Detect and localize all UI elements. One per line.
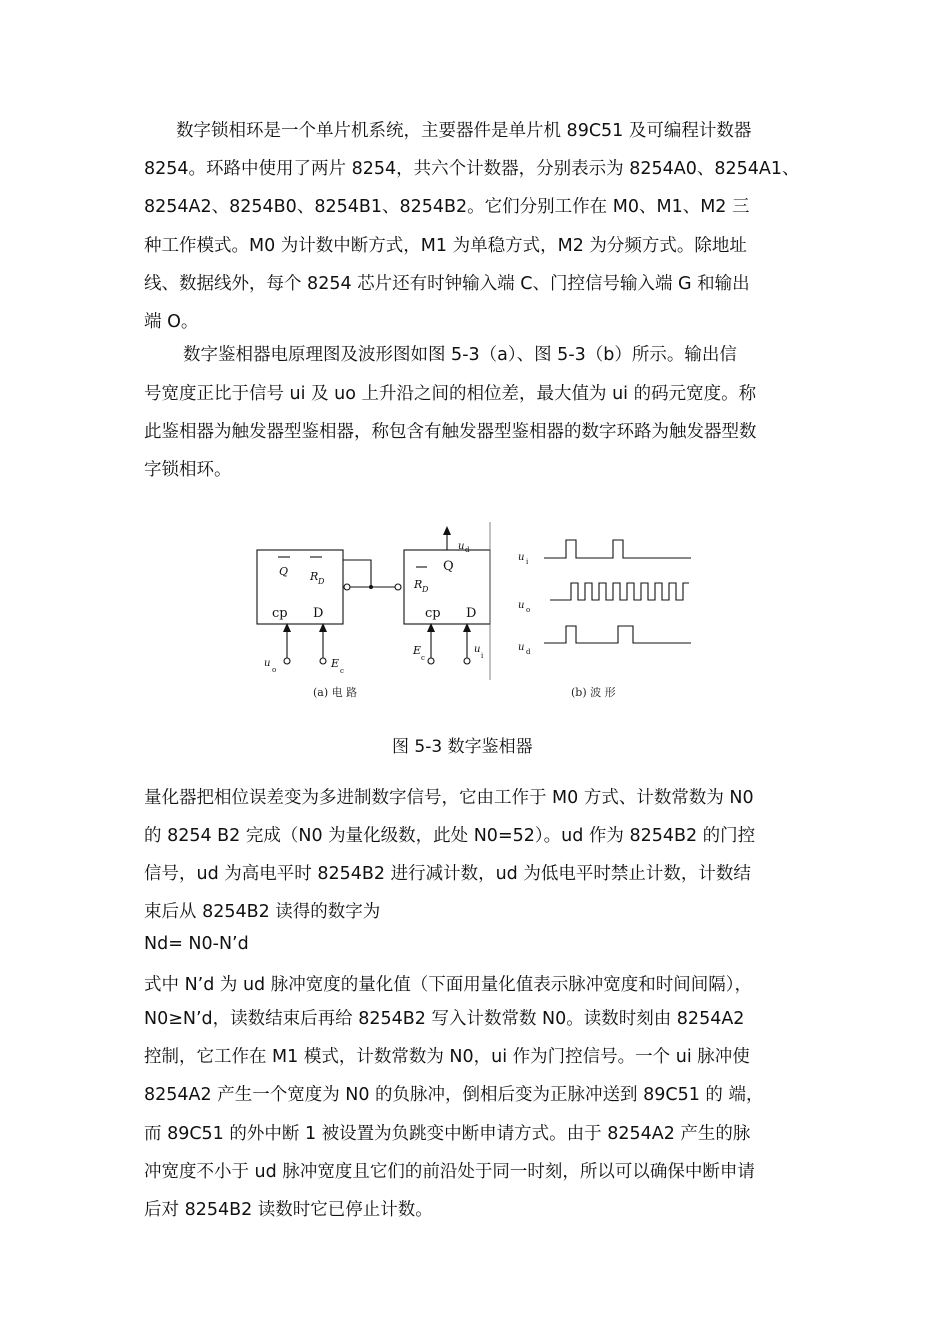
caption-b: (b) 波 形 [571, 686, 616, 699]
text-line: 数字鉴相器电原理图及波形图如图 5-3（a）、图 5-3（b）所示。输出信 [183, 345, 737, 365]
wave-label-ui-sub: i [526, 558, 529, 566]
text-line: 此鉴相器为触发器型鉴相器，称包含有触发器型鉴相器的数字环路为触发器型数 [144, 422, 757, 442]
right-ff-cp: cp [425, 606, 441, 621]
wave-label-uo: u [518, 600, 525, 611]
input-ec2-sub: c [421, 654, 425, 662]
waveform-uo [550, 583, 689, 600]
output-arrow [443, 526, 451, 535]
junction-dot [369, 585, 373, 589]
input-uo: u [264, 658, 271, 669]
input-uo-sub: o [272, 666, 277, 674]
output-ud-sub: d [465, 546, 470, 554]
text-line: 量化器把相位误差变为多进制数字信号，它由工作于 M0 方式、计数常数为 N0 [144, 788, 754, 808]
wave-label-uo-sub: o [526, 606, 531, 614]
inversion-bubble [395, 584, 401, 590]
right-ff-rd: R [414, 578, 423, 591]
text-line: 后对 8254B2 读数时它已停止计数。 [144, 1200, 433, 1220]
right-ff-d: D [466, 606, 477, 621]
text-line: 控制，它工作在 M1 模式，计数常数为 N0，ui 作为门控信号。一个 ui 脉冲使 [144, 1047, 750, 1067]
text-line: 线、数据线外，每个 8254 芯片还有时钟输入端 C、门控信号输入端 G 和输出 [144, 274, 750, 294]
left-flip-flop [257, 550, 343, 624]
output-ud: u [458, 541, 465, 552]
text-line: 号宽度正比于信号 ui 及 uo 上升沿之间的相位差，最大值为 ui 的码元宽度。称 [144, 384, 757, 404]
left-ff-cp: cp [272, 606, 288, 621]
input-ui: u [474, 644, 481, 655]
input-ec-sub: c [340, 667, 344, 675]
formula: Nd= N0-N’d [144, 934, 249, 954]
text-line: 数字锁相环是一个单片机系统，主要器件是单片机 89C51 及可编程计数器 [176, 121, 752, 141]
text-line: 种工作模式。M0 为计数中断方式，M1 为单稳方式，M2 为分频方式。除地址 [144, 236, 747, 256]
wave-label-ud: u [518, 642, 525, 653]
text-line: 8254。环路中使用了两片 8254，共六个计数器，分别表示为 8254A0、8254A1、 [144, 159, 800, 179]
waveform-ud [544, 626, 691, 643]
caption-a: (a) 电 路 [313, 686, 358, 699]
left-ff-qbar: Q [279, 565, 289, 578]
text-line: 8254A2 产生一个宽度为 N0 的负脉冲，倒相后变为正脉冲送到 89C51 的 端， [144, 1085, 764, 1105]
text-line: 而 89C51 的外中断 1 被设置为负跳变中断申请方式。由于 8254A2 产生的脉 [144, 1124, 751, 1144]
left-ff-rd-sub: D [318, 577, 325, 586]
text-line: 字锁相环。 [144, 460, 232, 480]
wave-label-ud-sub: d [526, 648, 531, 656]
text-line: 信号，ud 为高电平时 8254B2 进行减计数，ud 为低电平时禁止计数，计数结 [144, 864, 751, 884]
text-line: 端 O。 [144, 312, 199, 332]
input-ec2: E [413, 644, 422, 657]
text-line: 冲宽度不小于 ud 脉冲宽度且它们的前沿处于同一时刻，所以可以确保中断申请 [144, 1162, 755, 1182]
wave-label-ui: u [518, 552, 525, 563]
text-line: N0≥N’d，读数结束后再给 8254B2 写入计数常数 N0。读数时刻由 8254A2 [144, 1009, 745, 1029]
input-ec: E [331, 657, 340, 670]
figure-title: 图 5-3 数字鉴相器 [392, 737, 533, 757]
right-ff-q: Q [443, 559, 454, 574]
text-line: 束后从 8254B2 读得的数字为 [144, 902, 381, 922]
text-line: 的 8254 B2 完成（N0 为量化级数，此处 N0=52）。ud 作为 8254B2 的门控 [144, 826, 756, 846]
left-ff-rd: R [310, 570, 319, 583]
right-ff-rd-sub: D [422, 585, 429, 594]
text-line: 式中 N’d 为 ud 脉冲宽度的量化值（下面用量化值表示脉冲宽度和时间间隔）， [144, 975, 752, 995]
text-line: 8254A2、8254B0、8254B1、8254B2。它们分别工作在 M0、M1、M2 三 [144, 197, 750, 217]
waveform-ui [544, 540, 691, 558]
left-ff-d: D [313, 606, 324, 621]
inversion-bubble [344, 584, 350, 590]
input-ui-sub: i [481, 652, 484, 660]
